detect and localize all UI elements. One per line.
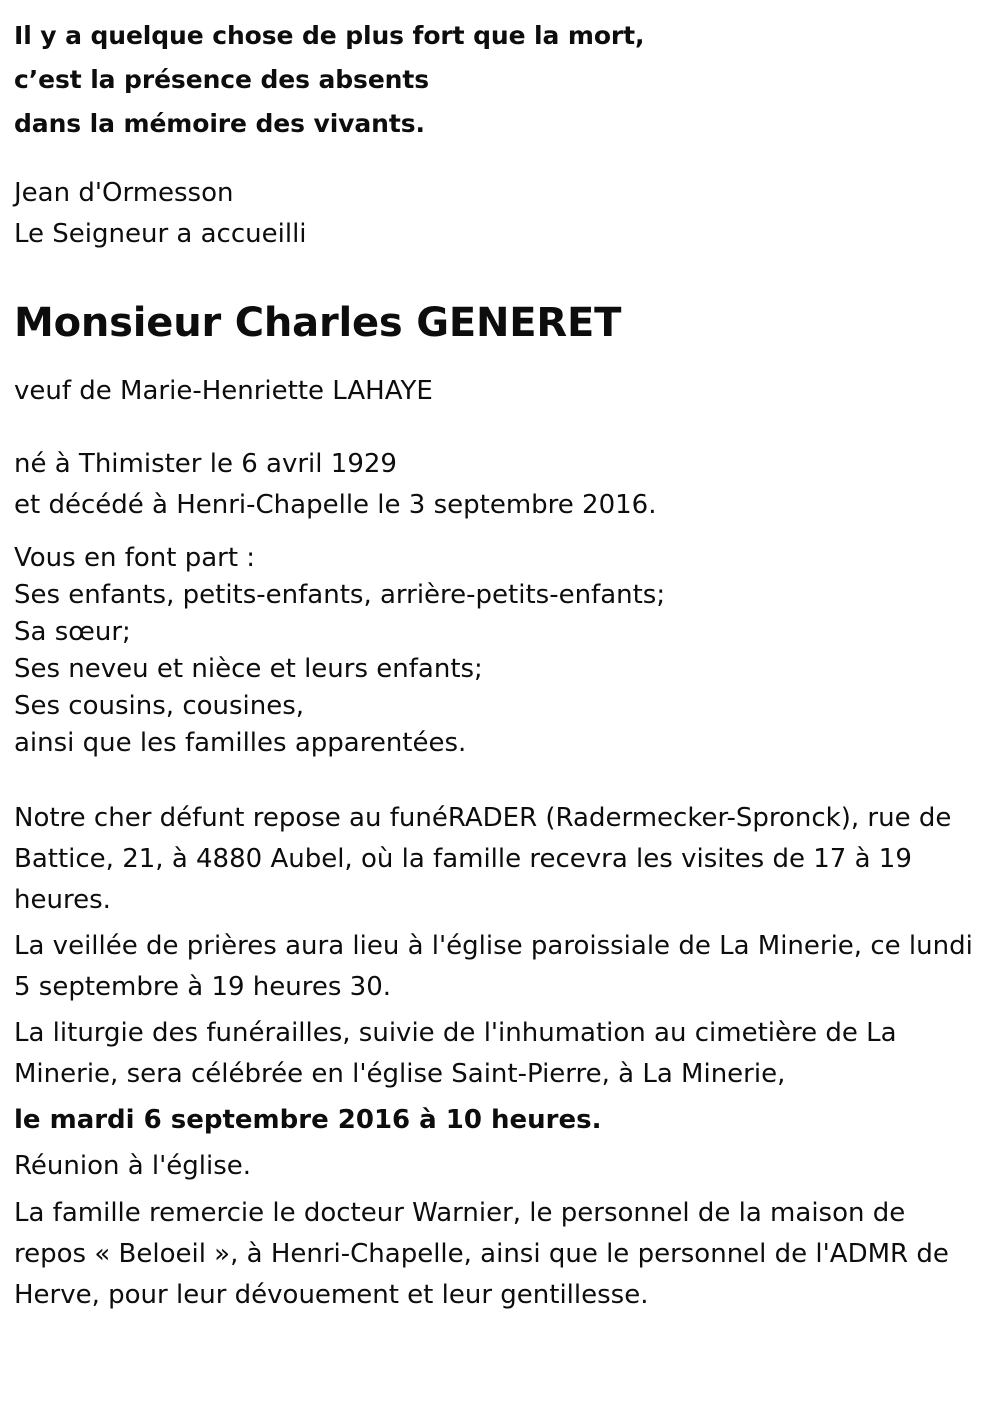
survivors-line: Ses cousins, cousines, xyxy=(14,691,305,721)
thanks-paragraph: La famille remercie le docteur Warnier, le personnel de la maison de repos « Beloeil », à Henri-Chapelle, ainsi que le personnel de l'ADMR de Herve, pour leur dévouement et leur gentillesse. xyxy=(14,1198,949,1310)
spacer-before-name xyxy=(14,255,984,299)
arrangements-block xyxy=(14,798,984,1187)
birth-line: né à Thimister le 6 avril 1929 xyxy=(14,449,397,479)
deceased-name: Monsieur Charles GENERET xyxy=(14,300,622,346)
survivors-block xyxy=(14,540,984,762)
liturgy-paragraph: La liturgie des funérailles, suivie de l'inhumation au cimetière de La Minerie, sera célébrée en l'église Saint-Pierre, à La Minerie, xyxy=(14,1018,897,1089)
spouse-line: veuf de Marie-Henriette LAHAYE xyxy=(14,376,433,406)
quote-line-1: Il y a quelque chose de plus fort que la mort, xyxy=(14,21,645,50)
spacer-before-survivors xyxy=(14,526,984,540)
intro-line: Le Seigneur a accueilli xyxy=(14,219,307,249)
spacer-after-quote xyxy=(14,146,984,173)
quote-author: Jean d'Ormesson xyxy=(14,178,234,208)
survivors-line: Sa sœur; xyxy=(14,617,131,647)
survivors-line: Ses enfants, petits-enfants, arrière-petits-enfants; xyxy=(14,580,666,610)
quote-line-3: dans la mémoire des vivants. xyxy=(14,109,425,138)
spacer-after-name xyxy=(14,347,984,371)
survivors-heading: Vous en font part : xyxy=(14,543,256,573)
attribution-block xyxy=(14,173,984,255)
repose-paragraph: Notre cher défunt repose au funéRADER (Radermecker-Spronck), rue de Battice, 21, à 4880 Aubel, où la famille recevra les visites de 17 à 19 heures. xyxy=(14,803,952,915)
vigil-paragraph: La veillée de prières aura lieu à l'église paroissiale de La Minerie, ce lundi 5 septembre à 19 heures 30. xyxy=(14,931,973,1002)
spacer-before-dates xyxy=(14,412,984,444)
service-datetime: le mardi 6 septembre 2016 à 10 heures. xyxy=(14,1105,602,1135)
gathering-line: Réunion à l'église. xyxy=(14,1151,252,1181)
survivors-line: ainsi que les familles apparentées. xyxy=(14,728,467,758)
quote-line-2: c’est la présence des absents xyxy=(14,65,430,94)
survivors-line: Ses neveu et nièce et leurs enfants; xyxy=(14,654,483,684)
opening-quote xyxy=(14,14,984,146)
death-line: et décédé à Henri-Chapelle le 3 septembre 2016. xyxy=(14,490,657,520)
spacer-before-arrangements xyxy=(14,762,984,798)
